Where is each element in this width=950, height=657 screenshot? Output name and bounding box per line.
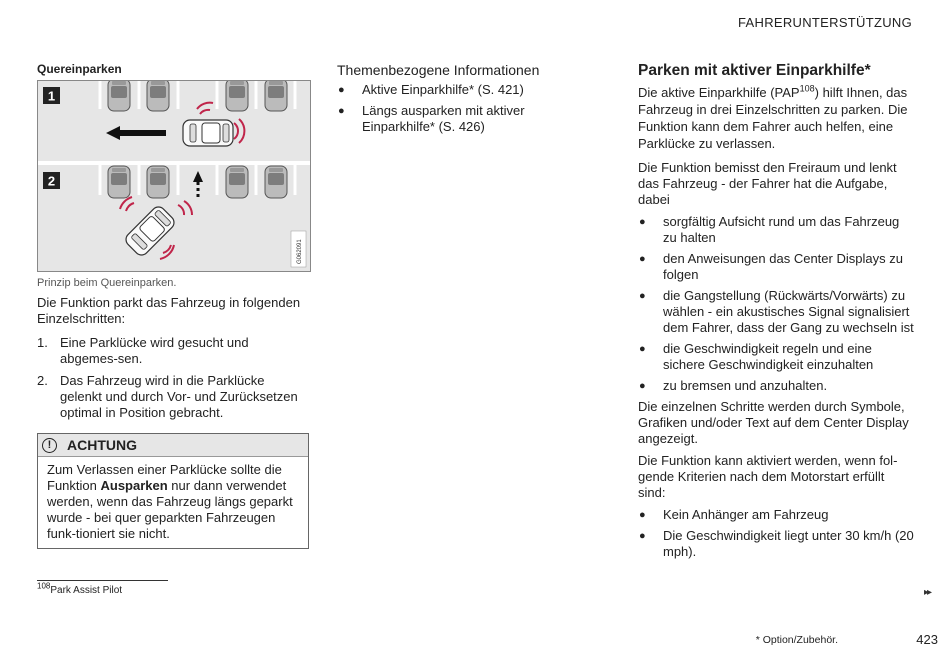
figure-label-1: 1: [47, 88, 56, 104]
parking-figure: [37, 80, 311, 272]
intro-paragraph: Die Funktion parkt das Fahrzeug in folgenden Einzelschritten:: [37, 295, 301, 326]
related-link[interactable]: ● Längs ausparken mit aktiver Einparkhilfe* (S. 426): [338, 103, 525, 134]
paragraph: Die Funktion bemisst den Freiraum und lenkt das Fahrzeug - der Fahrer hat die Aufgabe, dabei: [638, 160, 897, 207]
figure-label-2: 2: [47, 173, 56, 189]
duty-list: [638, 214, 914, 394]
warning-header: [38, 434, 308, 457]
list-item: ● zu bremsen und anzuhalten.: [639, 378, 828, 393]
warning-box: [37, 433, 309, 549]
warning-text: Zum Verlassen einer Parklücke sollte die Funktion Ausparken nur dann verwendet werden, wenn das Fahrzeug längs geparkt wurde - bei quer geparkten Fahrzeugen funk-tioniert sie nicht.: [47, 462, 293, 541]
paragraph: Die Funktion kann aktiviert werden, wenn fol-gende Kriterien nach dem Motorstart erfüllt sind:: [638, 453, 898, 500]
figure-caption: Prinzip beim Quereinparken.: [37, 277, 177, 289]
list-item: ● Die Geschwindigkeit liegt unter 30 km/h (20 mph).: [639, 528, 914, 559]
image-code: G062091: [297, 239, 303, 264]
list-item: ● sorgfältig Aufsicht rund um das Fahrzeug zu halten: [639, 214, 900, 245]
warning-title: ACHTUNG: [67, 437, 137, 453]
footnote-divider: [37, 580, 168, 581]
step-list: [37, 335, 309, 421]
parking-illustration: [38, 81, 310, 271]
footnote-ref: 108: [799, 83, 815, 94]
warning-icon: !: [42, 438, 57, 453]
list-item: ● Kein Anhänger am Fahrzeug: [639, 507, 829, 522]
middle-column: [337, 62, 597, 140]
figure-title: Quereinparken: [37, 62, 122, 76]
criteria-list: [638, 507, 914, 560]
list-item: ● die Gangstellung (Rückwärts/Vorwärts) zu wählen - ein akustisches Signal signalisiert dem Fahrer, dass der Gang zu wechseln ist: [639, 288, 914, 335]
section-header: FAHRERUNTERSTÜTZUNG: [738, 15, 912, 30]
lead-paragraph: Die aktive Einparkhilfe (PAP$^{108}$) hilft Ihnen, das Fahrzeug in drei Einzelschritten zu parken. Die Funktion kann dem Fahrer auch helfen, eine Parklücke zu verlassen.: [638, 83, 908, 151]
related-links: [337, 82, 597, 135]
list-item: 2. Das Fahrzeug wird in die Parklücke gelenkt und durch Vor- und Zurücksetzen optimal in Position gebracht.: [37, 373, 298, 420]
related-link[interactable]: ● Aktive Einparkhilfe* (S. 421): [338, 82, 524, 97]
list-item: ● den Anweisungen das Center Displays zu folgen: [639, 251, 903, 282]
footnote: $^{108}$Park Assist Pilot: [37, 581, 123, 596]
right-column: [638, 62, 914, 565]
section-heading: Parken mit aktiver Einparkhilfe*: [638, 62, 871, 79]
left-column: [37, 62, 309, 549]
list-item: ● die Geschwindigkeit regeln und eine sichere Geschwindigkeit einzuhalten: [639, 341, 874, 372]
page-number: 423: [916, 632, 938, 647]
list-item: 1. Eine Parklücke wird gesucht und abgemes-sen.: [37, 335, 249, 366]
option-note: * Option/Zubehör.: [755, 634, 838, 646]
paragraph: Die einzelnen Schritte werden durch Symbole, Grafiken und/oder Text auf dem Center Display angezeigt.: [638, 399, 909, 446]
continue-icon: ▸▸: [924, 587, 931, 598]
related-info-heading: Themenbezogene Informationen: [337, 62, 540, 78]
